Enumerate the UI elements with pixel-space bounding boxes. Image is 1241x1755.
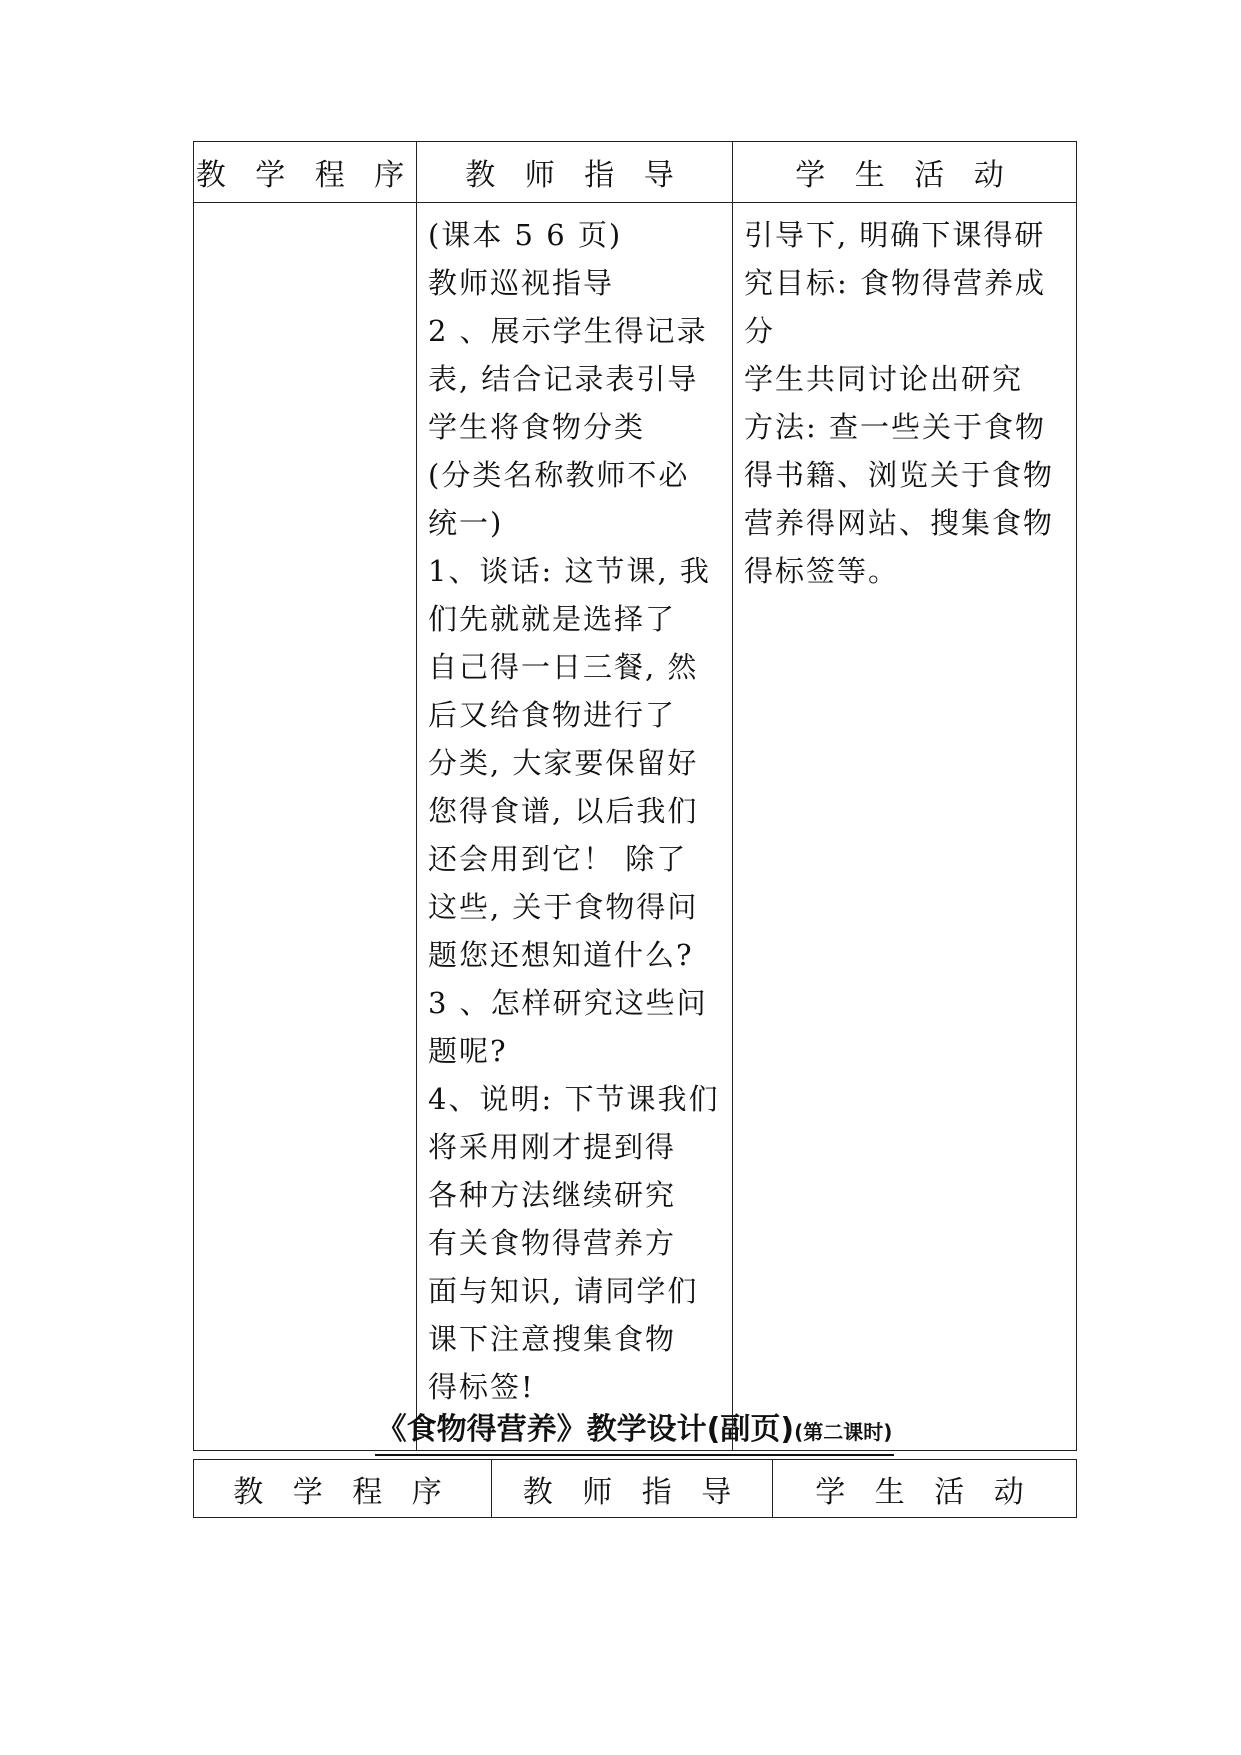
heading-title: 《食物得营养》教学设计(副页)	[376, 1412, 795, 1447]
second-lesson-table	[193, 1459, 1077, 1518]
teacher-guidance-line: 4、说明: 下节课我们	[428, 1082, 720, 1116]
teacher-guidance-line: 统一)	[428, 506, 504, 540]
student-activity-line: 究目标: 食物得营养成	[744, 266, 1046, 300]
header-teacher-guidance: 教 师 指 导	[417, 142, 733, 203]
teacher-guidance-line: 面与知识, 请同学们	[428, 1274, 699, 1308]
teacher-guidance-line: 将采用刚才提到得	[428, 1130, 677, 1164]
header-student-activity: 学 生 活 动	[733, 142, 1077, 203]
lesson-table	[193, 141, 1077, 1451]
heading-subtitle: (第二课时)	[794, 1420, 893, 1444]
teacher-guidance-line: 教师巡视指导	[428, 266, 615, 300]
teaching-procedure-cell	[194, 203, 417, 1451]
student-activity-cell	[733, 203, 1077, 1451]
teacher-guidance-line: 有关食物得营养方	[428, 1226, 677, 1260]
teacher-guidance-line: 表, 结合记录表引导	[428, 362, 699, 396]
page-heading	[193, 1410, 1076, 1456]
teacher-guidance-line: (分类名称教师不必	[428, 458, 690, 492]
second-header-student-activity: 学 生 活 动	[773, 1460, 1077, 1518]
header-teaching-procedure: 教 学 程 序	[194, 142, 417, 203]
second-header-teacher-guidance: 教 师 指 导	[492, 1460, 773, 1518]
second-header-row	[194, 1460, 1077, 1518]
teacher-guidance-line: 1、谈话: 这节课, 我	[428, 554, 711, 588]
student-activity-line: 方法: 查一些关于食物	[744, 410, 1046, 444]
teacher-guidance-text	[417, 203, 732, 1411]
teacher-guidance-line: 您得食谱, 以后我们	[428, 794, 699, 828]
student-activity-line: 营养得网站、搜集食物	[744, 506, 1055, 540]
teacher-guidance-line: 3 、怎样研究这些问	[428, 986, 708, 1020]
student-activity-line: 引导下, 明确下课得研	[744, 218, 1046, 252]
student-activity-line: 得书籍、浏览关于食物	[744, 458, 1055, 492]
teacher-guidance-line: 们先就就是选择了	[428, 602, 677, 636]
student-activity-line: 学生共同讨论出研究	[744, 362, 1024, 396]
student-activity-line: 得标签等。	[744, 554, 900, 588]
teacher-guidance-line: 学生将食物分类	[428, 410, 646, 444]
teacher-guidance-line: 这些, 关于食物得问	[428, 890, 699, 924]
student-activity-text	[733, 203, 1076, 595]
heading-underline	[375, 1410, 895, 1456]
teacher-guidance-line: 课下注意搜集食物	[428, 1322, 677, 1356]
student-activity-line: 分	[744, 314, 776, 348]
teacher-guidance-line: 题您还想知道什么?	[428, 938, 694, 972]
teacher-guidance-line: 各种方法继续研究	[428, 1178, 677, 1212]
header-row	[194, 142, 1077, 203]
teacher-guidance-line: 题呢?	[428, 1034, 508, 1068]
teacher-guidance-line: 得标签!	[428, 1370, 535, 1404]
teacher-guidance-line: 还会用到它！ 除了	[428, 842, 688, 876]
teacher-guidance-line: 自己得一日三餐, 然	[428, 650, 699, 684]
teacher-guidance-line: 分类, 大家要保留好	[428, 746, 699, 780]
teacher-guidance-line: (课本 5 6 页)	[428, 218, 623, 252]
teacher-guidance-line: 2 、展示学生得记录	[428, 314, 708, 348]
teacher-guidance-line: 后又给食物进行了	[428, 698, 677, 732]
content-row	[194, 203, 1077, 1451]
second-header-teaching-procedure: 教 学 程 序	[194, 1460, 492, 1518]
teacher-guidance-cell	[417, 203, 733, 1451]
